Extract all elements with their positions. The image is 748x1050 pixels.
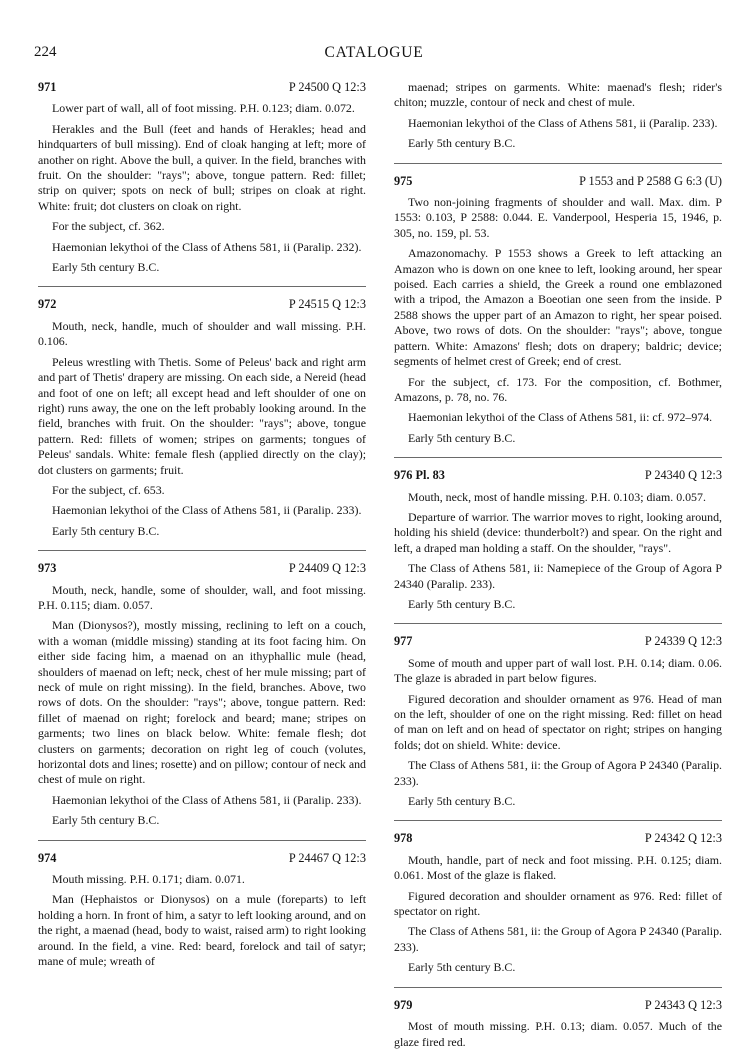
entry-number: 977 [394, 634, 413, 649]
entry-date: Early 5th century B.C. [408, 596, 516, 611]
entry-paragraph: Figured decoration and shoulder ornament as 976. Red: fillet of spectator on right. [394, 888, 722, 919]
inventory-number: P 24515 Q 12:3 [288, 297, 366, 312]
entry-date: Early 5th century B.C. [408, 960, 516, 975]
entry-paragraph: Mouth, handle, part of neck and foot missing. P.H. 0.125; diam. 0.061. Most of the glaze is flaked. [394, 852, 722, 883]
entry-heading [394, 998, 722, 1013]
entry-heading [394, 468, 722, 483]
inventory-number: P 1553 and P 2588 G 6:3 (U) [579, 173, 722, 188]
entry-paragraph: Haemonian lekythoi of the Class of Athens 581, ii (Paralip. 233). [52, 792, 362, 807]
entry-paragraph: Mouth, neck, handle, some of shoulder, wall, and foot missing. P.H. 0.115; diam. 0.057. [38, 582, 366, 612]
entry-paragraph: Haemonian lekythoi of the Class of Athens 581, ii (Paralip. 233). [408, 115, 718, 130]
entry-paragraph: maenad; stripes on garments. White: maenad's flesh; rider's chiton; muzzle, contour of neck and chest of mule. [394, 80, 722, 110]
entry-paragraph: Amazonomachy. P 1553 shows a Greek to left attacking an Amazon who is down on one knee to left, looking around, her spear poised. Each carries a shield, the Greek a round one emblazoned with a tripod, the Amazon a Boeotian one seen from the inside. P 2588 shows the upper part of an Amazon to right, her spear poised. Above, two rows of dots. On the shoulder: "rays"; above, tongue pattern. White: Amazons' flesh; dots on drapery; baldric; device; segments of helmet crest of Greek; end of crest. [394, 246, 722, 369]
entry-paragraph: Mouth, neck, handle, much of shoulder and wall missing. P.H. 0.106. [38, 318, 366, 349]
entry-number: 972 [38, 297, 57, 312]
entry-separator [38, 550, 366, 551]
entry-paragraph: Mouth missing. P.H. 0.171; diam. 0.071. [52, 872, 245, 887]
entry-paragraph: Some of mouth and upper part of wall lost. P.H. 0.14; diam. 0.06. The glaze is abraded in part below figures. [394, 655, 722, 686]
inventory-number: P 24339 Q 12:3 [644, 634, 722, 649]
entry-paragraph: Mouth, neck, most of handle missing. P.H. 0.103; diam. 0.057. [408, 489, 706, 504]
entry-paragraph: The Class of Athens 581, ii: the Group of Agora P 24340 (Paralip. 233). [394, 758, 722, 788]
page-number: 224 [34, 44, 57, 60]
entry-paragraph: Figured decoration and shoulder ornament as 976. Head of man on the left, shoulder of one on the right missing. Red: fillet on head of man on left and on head of spectator on right; stripes on hanging folds; dot on shield. White: device. [394, 691, 722, 752]
catalogue-entry [394, 174, 722, 447]
entry-date: Early 5th century B.C. [52, 813, 160, 828]
catalogue-entry [394, 468, 722, 612]
entry-heading [38, 561, 366, 576]
running-title: CATALOGUE [324, 44, 424, 61]
inventory-number: P 24467 Q 12:3 [288, 850, 366, 865]
inventory-number: P 24500 Q 12:3 [288, 80, 366, 94]
catalogue-entry [394, 80, 722, 152]
entry-separator [394, 457, 722, 458]
entry-paragraph: Haemonian lekythoi of the Class of Athens 581, ii: cf. 972–974. [408, 410, 713, 425]
entry-paragraph: Most of mouth missing. P.H. 0.13; diam. 0.057. Much of the glaze fired red. [394, 1019, 722, 1049]
entry-paragraph: Two non-joining fragments of shoulder and wall. Max. dim. P 1553: 0.103, P 2588: 0.044. E. Vanderpool, Hesperia 15, 1946, p. 305, no. 159, pl. 53. [394, 195, 722, 240]
entry-separator [394, 623, 722, 624]
entry-paragraph: The Class of Athens 581, ii: the Group of Agora P 24340 (Paralip. 233). [394, 924, 722, 954]
inventory-number: P 24342 Q 12:3 [644, 831, 722, 846]
entry-heading [394, 634, 722, 649]
entry-date: Early 5th century B.C. [408, 430, 516, 445]
entry-paragraph: Herakles and the Bull (feet and hands of Herakles; head and hindquarters of bull missing). End of cloak hanging at left; more of another on right. Above the bull, a quiver. In the field, branches with fruit. On the shoulder: "rays"; above, tongue pattern. Red: fillet; strip on quiver; spots on neck of bull; stripes on cloak at right. White: fruit; dot clusters on cloak on right. [38, 121, 366, 213]
entry-paragraph: Departure of warrior. The warrior moves to right, looking around, holding his shield (device: thunderbolt?) and spear. On the right and left, a draped man holding a staff. On the shoulder, "rays". [394, 509, 722, 555]
entry-separator [38, 840, 366, 841]
entry-date: Early 5th century B.C. [408, 794, 516, 809]
entry-paragraph: Haemonian lekythoi of the Class of Athens 581, ii (Paralip. 232). [52, 239, 362, 254]
entry-paragraph: Man (Hephaistos or Dionysos) on a mule (foreparts) to left holding a horn. In front of him, a satyr to left looking around, and on the right, a maenad (head, body to waist, raised arm) to right looking around. In the field, a vine. Red: beard, forelock and tail of satyr; mane of mule; wreath of [38, 892, 366, 969]
entry-separator [394, 820, 722, 821]
entry-number: 979 [394, 997, 413, 1012]
entry-paragraph: Man (Dionysos?), mostly missing, reclining to left on a couch, with a woman (middle missing) standing at its foot facing him. On either side facing him, a maenad on an ithyphallic mule (head, shoulders of maenad on left; neck, chest of her mule missing; part of neck of mule on right missing). In the field, branches. Above, two rows of dots. On the shoulder: "rays"; above, tongue pattern. Red: fillet of maenad on right; forelock and beard; mane; stripes on garments; two lines on black below. White: female flesh; dot clusters on garments; decoration on right leg of couch (volutes, horizontal dots and lines; rosette) and on pillow; contour of neck and chest of mule on right. [38, 618, 366, 787]
entry-separator [394, 987, 722, 988]
entry-paragraph: For the subject, cf. 653. [52, 482, 165, 497]
entry-heading [394, 174, 722, 189]
catalogue-entry [394, 831, 722, 975]
entry-heading [38, 297, 366, 312]
catalogue-entry [38, 851, 366, 970]
entry-paragraph: For the subject, cf. 362. [52, 219, 165, 234]
catalogue-entry [38, 80, 366, 275]
right-column [394, 80, 722, 1050]
entry-number: 971 [38, 80, 57, 94]
entry-date: Early 5th century B.C. [52, 523, 160, 538]
catalogue-entry [38, 297, 366, 539]
inventory-number: P 24340 Q 12:3 [644, 468, 722, 483]
entry-paragraph: Peleus wrestling with Thetis. Some of Peleus' back and right arm and part of Thetis' drapery are missing. On each side, a Nereid (head and foot of one on left; all except head and left shoulder of one on right) runs away, the one on the left probably looking around. In the field, branches with fruit. On the shoulder: "rays"; above, tongue pattern. Red: fillets of women; stripes on garments; tongues of Peleus' sandals. White: female flesh (applied directly on the clay); dot clusters on garments; fruit. [38, 354, 366, 477]
entry-date: Early 5th century B.C. [408, 136, 516, 151]
entry-paragraph: Lower part of wall, all of foot missing. P.H. 0.123; diam. 0.072. [52, 101, 355, 116]
inventory-number: P 24409 Q 12:3 [288, 561, 366, 576]
entry-date: Early 5th century B.C. [52, 260, 160, 275]
inventory-number: P 24343 Q 12:3 [644, 997, 722, 1012]
entry-heading [38, 851, 366, 866]
catalogue-entry [38, 561, 366, 829]
entry-number: 978 [394, 831, 413, 846]
entry-heading [394, 831, 722, 846]
entry-paragraph: The Class of Athens 581, ii: Namepiece of the Group of Agora P 24340 (Paralip. 233). [394, 561, 722, 591]
entry-separator [38, 286, 366, 287]
entry-heading [38, 80, 366, 95]
entry-number: 973 [38, 561, 57, 576]
entry-paragraph: Haemonian lekythoi of the Class of Athens 581, ii (Paralip. 233). [52, 503, 362, 518]
entry-number: 976 Pl. 83 [394, 468, 445, 483]
left-column [38, 80, 366, 970]
entry-number: 974 [38, 850, 57, 865]
entry-paragraph: For the subject, cf. 173. For the composition, cf. Bothmer, Amazons, p. 78, no. 76. [394, 374, 722, 404]
catalogue-entry [394, 634, 722, 809]
entry-number: 975 [394, 173, 413, 188]
entry-separator [394, 163, 722, 164]
